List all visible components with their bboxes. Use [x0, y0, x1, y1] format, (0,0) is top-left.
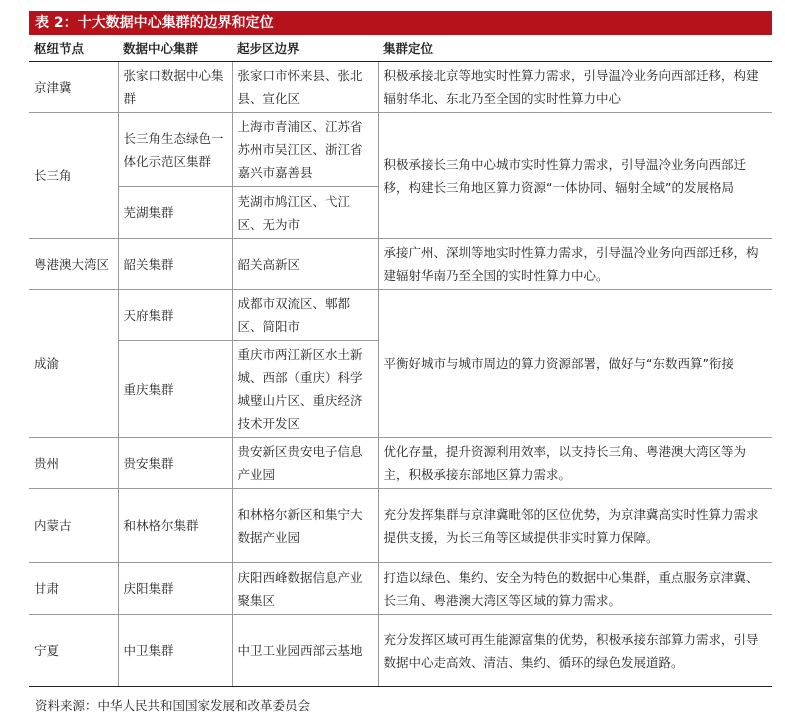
boundary-cell: 中卫工业园西部云基地	[232, 615, 378, 687]
cluster-cell: 天府集群	[118, 290, 232, 341]
table-row	[29, 489, 772, 563]
hub-cell: 成渝	[29, 290, 118, 438]
boundary-cell: 重庆市两江新区水土新城、西部（重庆）科学城璧山片区、重庆经济技术开发区	[232, 341, 378, 438]
table-row	[29, 438, 772, 489]
boundary-cell: 上海市青浦区、江苏省苏州市吴江区、浙江省嘉兴市嘉善县	[232, 113, 378, 187]
table-row	[29, 113, 772, 187]
table-row	[29, 563, 772, 615]
cluster-cell: 韶关集群	[118, 239, 232, 290]
header-hub: 枢纽节点	[29, 35, 118, 62]
position-cell: 优化存量，提升资源利用效率，以支持长三角、粤港澳大湾区等为主，积极承接东部地区算力需求。	[378, 438, 772, 489]
header-cluster: 数据中心集群	[118, 35, 232, 62]
table-header-row	[29, 35, 772, 62]
boundary-cell: 成都市双流区、郫都区、简阳市	[232, 290, 378, 341]
cluster-cell: 贵安集群	[118, 438, 232, 489]
boundary-cell: 贵安新区贵安电子信息产业园	[232, 438, 378, 489]
table-row	[29, 62, 772, 113]
cluster-cell: 庆阳集群	[118, 563, 232, 615]
table-row	[29, 615, 772, 687]
cluster-cell: 长三角生态绿色一体化示范区集群	[118, 113, 232, 187]
position-cell: 充分发挥集群与京津冀毗邻的区位优势，为京津冀高实时性算力需求提供支援，为长三角等区域提供非实时算力保障。	[378, 489, 772, 563]
cluster-cell: 中卫集群	[118, 615, 232, 687]
boundary-cell: 庆阳西峰数据信息产业聚集区	[232, 563, 378, 615]
table-title: 表 2：十大数据中心集群的边界和定位	[29, 11, 772, 35]
hub-cell: 宁夏	[29, 615, 118, 687]
boundary-cell: 韶关高新区	[232, 239, 378, 290]
boundary-cell: 张家口市怀来县、张北县、宣化区	[232, 62, 378, 113]
cluster-table	[29, 35, 772, 687]
hub-cell: 长三角	[29, 113, 118, 239]
position-cell: 平衡好城市与城市周边的算力资源部署，做好与“东数西算”衔接	[378, 290, 772, 438]
cluster-cell: 芜湖集群	[118, 187, 232, 239]
table-row	[29, 239, 772, 290]
boundary-cell: 和林格尔新区和集宁大数据产业园	[232, 489, 378, 563]
hub-cell: 贵州	[29, 438, 118, 489]
cluster-cell: 重庆集群	[118, 341, 232, 438]
source-note: 资料来源：中华人民共和国国家发展和改革委员会	[35, 698, 311, 713]
hub-cell: 甘肃	[29, 563, 118, 615]
position-cell: 承接广州、深圳等地实时性算力需求，引导温冷业务向西部迁移，构建辐射华南乃至全国的实时性算力中心。	[378, 239, 772, 290]
cluster-cell: 张家口数据中心集群	[118, 62, 232, 113]
cluster-cell: 和林格尔集群	[118, 489, 232, 563]
hub-cell: 京津冀	[29, 62, 118, 113]
position-cell: 充分发挥区域可再生能源富集的优势，积极承接东部算力需求，引导数据中心走高效、清洁、集约、循环的绿色发展道路。	[378, 615, 772, 687]
table-row	[29, 290, 772, 341]
hub-cell: 内蒙古	[29, 489, 118, 563]
position-cell: 积极承接北京等地实时性算力需求，引导温冷业务向西部迁移，构建辐射华北、东北乃至全国的实时性算力中心	[378, 62, 772, 113]
position-cell: 积极承接长三角中心城市实时性算力需求，引导温冷业务向西部迁移，构建长三角地区算力资源“一体协同、辐射全域”的发展格局	[378, 113, 772, 239]
header-position: 集群定位	[378, 35, 772, 62]
hub-cell: 粤港澳大湾区	[29, 239, 118, 290]
boundary-cell: 芜湖市鸠江区、弋江区、无为市	[232, 187, 378, 239]
position-cell: 打造以绿色、集约、安全为特色的数据中心集群，重点服务京津冀、长三角、粤港澳大湾区等区域的算力需求。	[378, 563, 772, 615]
header-boundary: 起步区边界	[232, 35, 378, 62]
